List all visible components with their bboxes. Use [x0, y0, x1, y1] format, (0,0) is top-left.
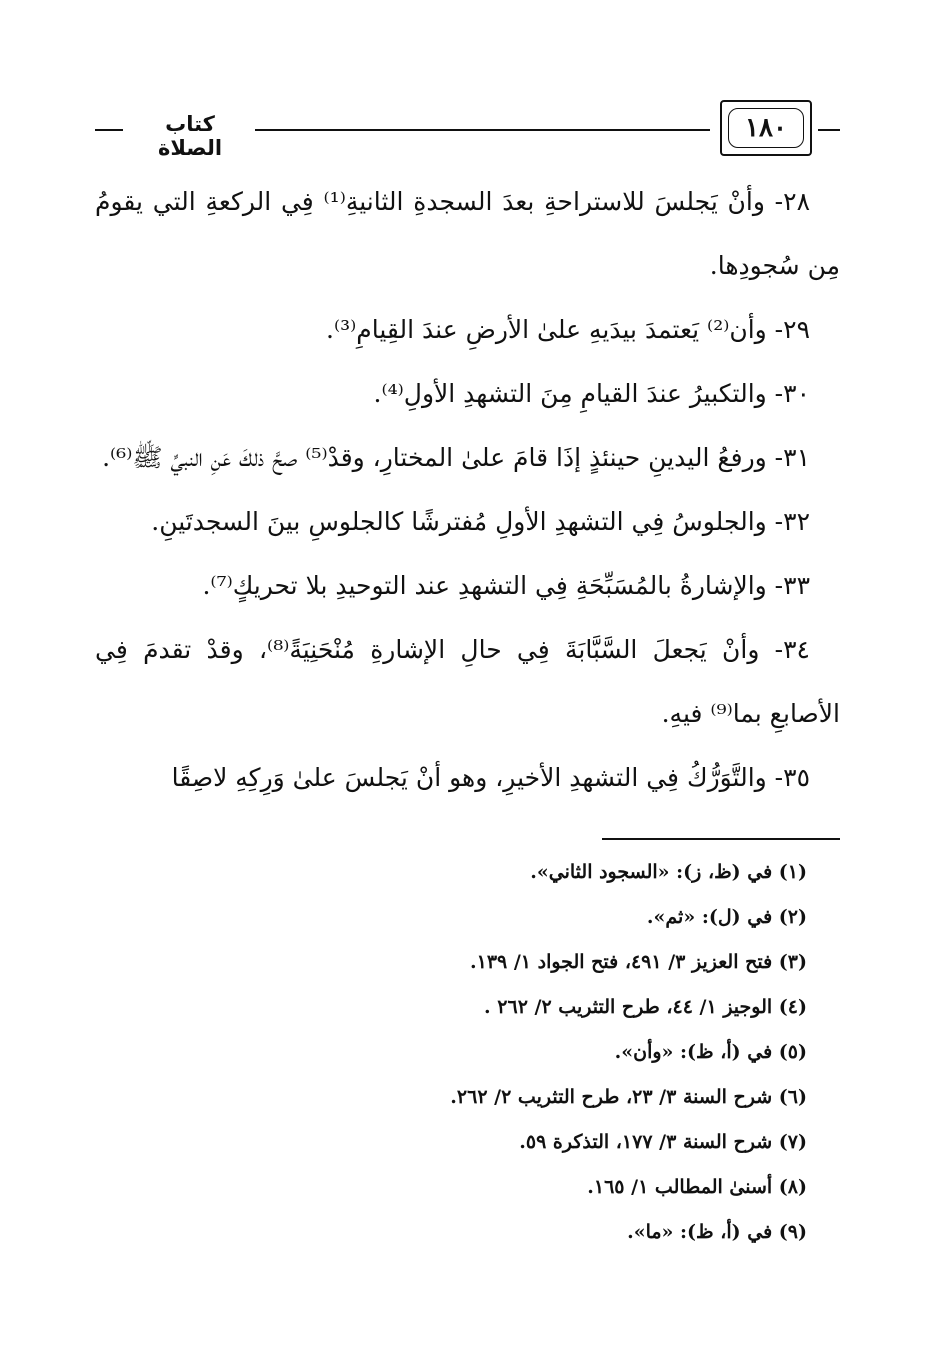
footnote-1: (١) في (ظ، ز): «السجود الثاني».: [530, 861, 807, 883]
item-34: ٣٤- وأنْ يَجعلَ السَّبَّابَةَ فِي حالِ الإشارةِ مُنْحَنِيَةً⁽⁸⁾، وقدْ تقدمَ فِي الأصابعِ بما⁽⁹⁾ فيهِ.: [95, 635, 840, 728]
item-32: ٣٢- والجلوسُ فِي التشهدِ الأولِ مُفترشًا كالجلوسِ بينَ السجدتَينِ.: [151, 507, 810, 536]
book-title: كتاب الصلاة: [157, 112, 223, 160]
footnote-5: (٥) في (أ، ظ): «وأن».: [614, 1041, 807, 1063]
header-rule-left: [95, 129, 123, 131]
footnote-3: (٣) فتح العزيز ٣/ ٤٩١، فتح الجواد ١/ ١٣٩.: [469, 951, 807, 973]
footnote-4: (٤) الوجيز ١/ ٤٤، طرح التثريب ٢/ ٢٦٢ .: [484, 996, 807, 1018]
header-rule-right: [818, 129, 840, 131]
item-35: ٣٥- والتَّوَرُّكُ فِي التشهدِ الأخيرِ، وهو أنْ يَجلسَ علىٰ وَرِكِهِ لاصِقًا: [171, 763, 810, 792]
item-29: ٢٩- وأن⁽²⁾ يَعتمدَ بيدَيهِ علىٰ الأرضِ عندَ القِيامِ⁽³⁾.: [326, 315, 810, 344]
main-text: [95, 170, 840, 810]
page-number: ١٨٠: [728, 108, 804, 148]
item-33: ٣٣- والإشارةُ بالمُسَبِّحَةِ فِي التشهدِ عند التوحيدِ بلا تحريكٍ⁽⁷⁾.: [202, 571, 810, 600]
footnote-separator: [602, 838, 840, 840]
footnotes: [95, 850, 840, 1255]
item-28: ٢٨- وأنْ يَجلسَ للاستراحةِ بعدَ السجدةِ الثانيةِ⁽¹⁾ فِي الركعةِ التي يقومُ مِن سُجودِها.: [95, 187, 840, 280]
header-rule-long: [255, 129, 710, 131]
footnote-7: (٧) شرح السنة ٣/ ١٧٧، التذكرة ٥٩.: [519, 1131, 807, 1153]
page-number-frame: [720, 100, 812, 156]
page-header: [95, 98, 840, 162]
footnote-2: (٢) في (ل): «ثم».: [646, 906, 807, 928]
item-30: ٣٠- والتكبيرُ عندَ القيامِ مِنَ التشهدِ الأولِ⁽⁴⁾.: [373, 379, 810, 408]
footnote-8: (٨) أسنىٰ المطالب ١/ ١٦٥.: [587, 1176, 807, 1198]
item-31: ٣١- ورفعُ اليدينِ حينئذٍ إذَا قامَ علىٰ المختارِ، وقدْ⁽⁵⁾ صحَّ ذلكَ عَنِ النبيِّ ﷺ⁽⁶⁾.: [102, 443, 810, 472]
footnote-9: (٩) في (أ، ظ): «ما».: [627, 1221, 807, 1243]
footnote-6: (٦) شرح السنة ٣/ ٢٣، طرح التثريب ٢/ ٢٦٢.: [450, 1086, 807, 1108]
